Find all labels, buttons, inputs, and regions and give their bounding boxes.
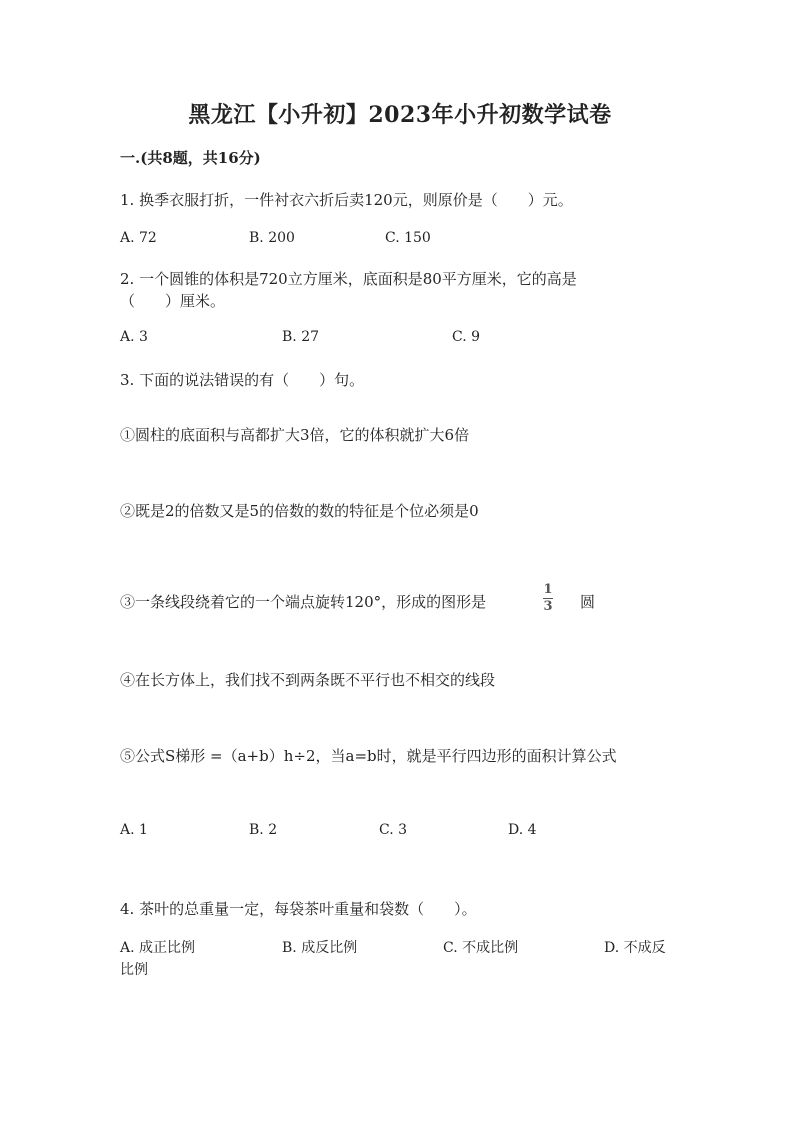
q4-option-d: D. 不成反 bbox=[604, 940, 666, 956]
q4-option-a: A. 成正比例 bbox=[120, 940, 196, 956]
q2-option-a: A. 3 bbox=[120, 329, 148, 345]
question-2-line-2: （ ）厘米。 bbox=[120, 292, 226, 310]
q4-option-c: C. 不成比例 bbox=[443, 940, 519, 956]
q1-option-a: A. 72 bbox=[120, 230, 157, 246]
question-2-line-1: 2. 一个圆锥的体积是720立方厘米，底面积是80平方厘米，它的高是 bbox=[120, 270, 577, 288]
q4-option-d-wrap: 比例 bbox=[120, 962, 148, 978]
q3-option-c: C. 3 bbox=[379, 822, 408, 838]
section-header: 一.(共8题，共16分) bbox=[120, 149, 261, 167]
q3-statement-4: ④在长方体上，我们找不到两条既不平行也不相交的线段 bbox=[120, 671, 496, 689]
q3-option-b: B. 2 bbox=[249, 822, 278, 838]
q1-option-c: C. 150 bbox=[385, 230, 431, 246]
page-title: 黑龙江【小升初】2023年小升初数学试卷 bbox=[188, 102, 612, 128]
q3-statement-1: ①圆柱的底面积与高都扩大3倍，它的体积就扩大6倍 bbox=[120, 426, 470, 444]
q3-statement-5: ⑤公式S梯形 =（a+b）h÷2，当a=b时，就是平行四边形的面积计算公式 bbox=[120, 747, 617, 765]
q1-option-b: B. 200 bbox=[249, 230, 295, 246]
q3-statement-3: ③一条线段绕着它的一个端点旋转120°，形成的图形是 bbox=[120, 593, 487, 611]
q3-statement-3-end: 圆 bbox=[580, 593, 596, 611]
q3-statement-2: ②既是2的倍数又是5的倍数的数的特征是个位必须是0 bbox=[120, 502, 479, 520]
q2-option-b: B. 27 bbox=[282, 329, 320, 345]
question-1-text: 1. 换季衣服打折，一件衬衣六折后卖120元，则原价是（ ）元。 bbox=[120, 191, 573, 209]
q3-option-a: A. 1 bbox=[120, 822, 148, 838]
q4-option-b: B. 成反比例 bbox=[282, 940, 358, 956]
q3-option-d: D. 4 bbox=[508, 822, 537, 838]
fraction-numerator: 1 bbox=[543, 582, 553, 597]
question-4-text: 4. 茶叶的总重量一定，每袋茶叶重量和袋数（ ）。 bbox=[120, 900, 477, 918]
q2-option-c: C. 9 bbox=[452, 329, 481, 345]
question-3-text: 3. 下面的说法错误的有（ ）句。 bbox=[120, 371, 365, 389]
fraction-one-third bbox=[543, 583, 553, 614]
fraction-denominator: 3 bbox=[543, 599, 553, 614]
